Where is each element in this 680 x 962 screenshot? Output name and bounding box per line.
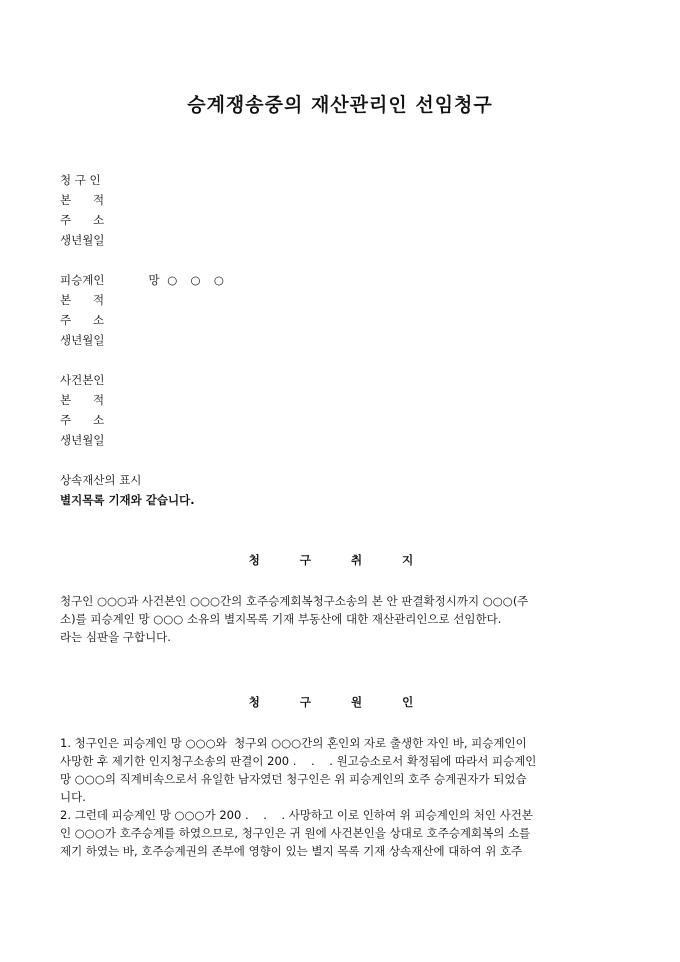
principal-address-label: 주 소 bbox=[60, 413, 105, 427]
principal-origin-label: 본 적 bbox=[60, 393, 105, 407]
cause-line: 인 ○○○가 호주승계를 하였으므로, 청구인은 귀 원에 사건본인을 상대로 호주승계회복의 소를 bbox=[60, 826, 531, 840]
estate-heading: 상속재산의 표시 bbox=[60, 473, 142, 487]
principal-heading: 사건본인 bbox=[60, 373, 105, 387]
respondent-birth-label: 생년월일 bbox=[60, 333, 105, 347]
cause-line: 1. 청구인은 피승계인 망 ○○○와 청구외 ○○○간의 혼인외 자로 출생한 자인 바, 피승계인이 bbox=[60, 736, 527, 750]
cause-line: 니다. bbox=[60, 790, 86, 804]
claimant-address-label: 주 소 bbox=[60, 213, 105, 227]
principal-birth-label: 생년월일 bbox=[60, 433, 105, 447]
document-title: 승계쟁송중의 재산관리인 선임청구 bbox=[187, 94, 493, 116]
cause-line: 망 ○○○의 직계비속으로서 유일한 남자였던 청구인은 위 피승계인의 호주 승계권자가 되었습 bbox=[60, 772, 527, 786]
estate-block bbox=[60, 470, 195, 510]
claimant-heading: 청 구 인 bbox=[60, 173, 101, 187]
respondent-address-label: 주 소 bbox=[60, 313, 105, 327]
claimant-block bbox=[60, 170, 104, 250]
cause-line: 사망한 후 제기한 인지청구소송의 판결이 200 . . . 원고승소로서 확정됨에 따라서 피승계인 bbox=[60, 754, 537, 768]
respondent-origin-label: 본 적 bbox=[60, 293, 105, 307]
respondent-heading-row bbox=[60, 270, 226, 290]
principal-block bbox=[60, 370, 104, 450]
cause-line: 제기 하였는 바, 호주승계권의 존부에 영향이 있는 별지 목록 기재 상속재산에 대하여 위 호주 bbox=[60, 844, 523, 858]
cause-heading: 청 구 원 인 bbox=[248, 695, 432, 709]
purpose-line: 라는 심판을 구합니다. bbox=[60, 630, 171, 644]
purpose-line: 소)를 피승계인 망 ○○○ 소유의 별지목록 기재 부동산에 대한 재산관리인으로 선임한다. bbox=[60, 612, 502, 626]
respondent-block bbox=[60, 270, 226, 350]
estate-note: 별지목록 기재와 같습니다. bbox=[60, 493, 195, 507]
claimant-origin-label: 본 적 bbox=[60, 193, 105, 207]
purpose-paragraph bbox=[60, 592, 620, 646]
respondent-name: 망 ○ ○ ○ bbox=[148, 273, 226, 287]
purpose-heading: 청 구 취 지 bbox=[248, 553, 432, 567]
purpose-line: 청구인 ○○○과 사건본인 ○○○간의 호주승계회복청구소송의 본 안 판결확정시까지 ○○○(주 bbox=[60, 594, 529, 608]
cause-line: 2. 그런데 피승계인 망 ○○○가 200 . . . 사망하고 이로 인하여 위 피승계인의 처인 사건본 bbox=[60, 808, 533, 822]
claimant-birth-label: 생년월일 bbox=[60, 233, 105, 247]
respondent-heading: 피승계인 bbox=[60, 273, 105, 287]
cause-paragraph bbox=[60, 734, 620, 860]
